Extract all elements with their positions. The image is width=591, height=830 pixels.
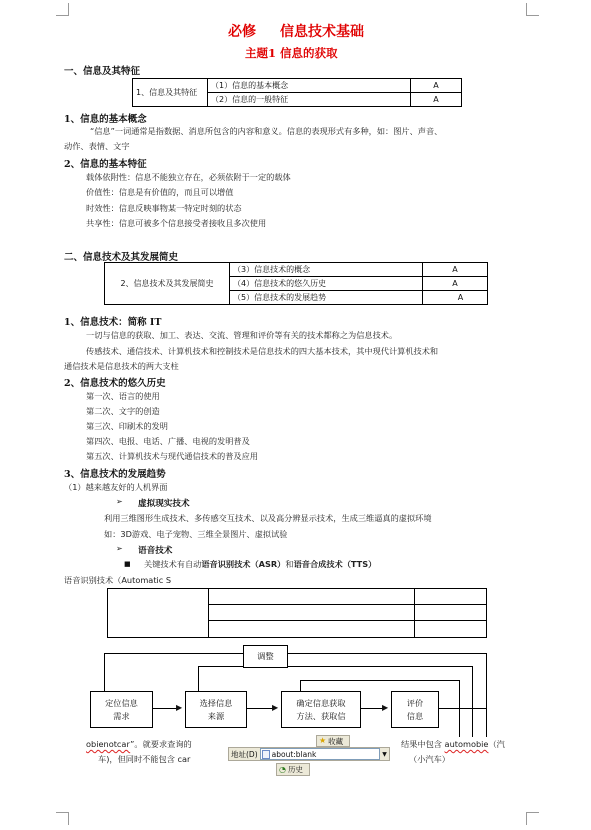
address-label: 地址(D) bbox=[231, 749, 258, 759]
vr-p2: 如：3D游戏、电子宠物、三维全景图片、虚拟试验 bbox=[104, 529, 288, 539]
address-dropdown-button[interactable] bbox=[380, 749, 389, 759]
speech-key-pre: 关键技术有自动 bbox=[144, 559, 202, 569]
step-box bbox=[90, 691, 153, 728]
corner-mark-top-left bbox=[56, 3, 69, 16]
trend-item: （1）越来越友好的人机界面 bbox=[64, 482, 168, 492]
speech-recognition-line: 语音识别技术（Automatic S bbox=[64, 575, 172, 585]
section2-table-left: 2、信息技术及其发展简史 bbox=[105, 263, 230, 305]
favorites-label: 收藏 bbox=[328, 736, 344, 746]
bottom-right-line1-pre: 结果中包含 bbox=[401, 739, 445, 749]
title-part1: 必修 bbox=[228, 24, 256, 40]
feature-item: 载体依附性：信息不能独立存在，必须依附于一定的载体 bbox=[86, 172, 291, 182]
table-vline bbox=[414, 589, 415, 637]
title-part2: 信息技术基础 bbox=[280, 24, 364, 40]
section1-row2-grade: A bbox=[411, 93, 462, 107]
section2-table bbox=[104, 262, 488, 305]
section1-h1: 1、信息的基本概念 bbox=[64, 114, 147, 125]
section2-p2b: 通信技术是信息技术的两大支柱 bbox=[64, 361, 179, 371]
speech-key-tts: 语音合成技术（TTS） bbox=[293, 559, 377, 569]
connector-line bbox=[104, 653, 105, 691]
arrow-bullet-icon: ➢ bbox=[116, 497, 123, 506]
connector-line bbox=[472, 666, 473, 737]
section1-h2: 2、信息的基本特征 bbox=[64, 159, 147, 170]
arrow-right-icon: ▶ bbox=[382, 703, 389, 712]
section2-row1-grade: A bbox=[423, 263, 488, 277]
speech-heading: 语音技术 bbox=[138, 546, 173, 556]
connector-line bbox=[300, 680, 459, 681]
section1-p1a: “信息”一词通常是指数据、消息所包含的内容和意义。信息的表现形式有多种，如：图片、声音、 bbox=[90, 126, 443, 136]
step-box-line: 方法、获取信 bbox=[296, 710, 346, 721]
page-title bbox=[228, 21, 364, 41]
history-icon: ◔ bbox=[279, 764, 286, 774]
section1-row1-grade: A bbox=[411, 79, 462, 93]
bottom-term-obienotcar: obienotcar bbox=[86, 739, 131, 749]
history-item: 第四次、电报、电话、广播、电视的发明普及 bbox=[86, 436, 250, 446]
step-box-line: 信息 bbox=[406, 710, 424, 721]
bottom-right-line1 bbox=[401, 739, 505, 750]
step-box-line: 需求 bbox=[113, 710, 130, 721]
speech-key-asr: 语音识别技术（ASR） bbox=[201, 559, 286, 569]
step-box bbox=[185, 691, 247, 728]
history-label: 历史 bbox=[287, 765, 303, 774]
speech-key-mid: 和 bbox=[285, 559, 294, 569]
feature-item: 价值性：信息是有价值的，而且可以增值 bbox=[86, 187, 234, 197]
connector-line bbox=[198, 666, 199, 691]
chevron-down-icon: ▼ bbox=[382, 750, 387, 758]
section2-row2-grade: A bbox=[423, 277, 488, 291]
empty-table bbox=[107, 588, 487, 638]
section1-table bbox=[132, 78, 462, 107]
section1-row2-text: （2）信息的一般特征 bbox=[208, 93, 411, 107]
corner-mark-bottom-left bbox=[56, 812, 69, 825]
section1-p1b: 动作、表情、文字 bbox=[64, 141, 130, 151]
section1-row1-text: （1）信息的基本概念 bbox=[208, 79, 411, 93]
speech-key-line bbox=[144, 559, 376, 570]
bottom-term-automobie: automobie bbox=[444, 739, 489, 749]
section2-row3-grade: A bbox=[423, 291, 488, 305]
star-icon: ★ bbox=[319, 736, 327, 745]
favorites-button[interactable] bbox=[316, 735, 350, 747]
section2-p2a: 传感技术、通信技术、计算机技术和控制技术是信息技术的四大基本技术，其中现代计算机技术和 bbox=[86, 346, 439, 356]
page-icon bbox=[262, 750, 270, 759]
bottom-right-line1-post: （汽 bbox=[488, 739, 505, 749]
feature-item: 时效性：信息反映事物某一特定时刻的状态 bbox=[86, 203, 242, 213]
bottom-left-line1 bbox=[86, 739, 192, 750]
connector-line bbox=[287, 653, 486, 654]
history-item: 第五次、计算机技术与现代通信技术的普及应用 bbox=[86, 451, 258, 461]
adjust-box: 调整 bbox=[243, 645, 288, 668]
section1-heading: 一、信息及其特征 bbox=[64, 66, 141, 77]
history-item: 第一次、语言的使用 bbox=[86, 391, 160, 401]
connector-line bbox=[198, 666, 472, 667]
feature-item: 共享性：信息可被多个信息接受者接收且多次使用 bbox=[86, 218, 267, 228]
section2-row3-text: （5）信息技术的发展趋势 bbox=[230, 291, 423, 305]
vr-heading: 虚拟现实技术 bbox=[138, 499, 190, 509]
section2-row1-text: （3）信息技术的概念 bbox=[230, 263, 423, 277]
connector-line bbox=[486, 653, 487, 737]
step-box-line: 选择信息 bbox=[199, 697, 233, 708]
corner-mark-top-right bbox=[526, 3, 539, 16]
section2-p1: 一切与信息的获取、加工、表达、交流、管理和评价等有关的技术都称之为信息技术。 bbox=[86, 330, 398, 340]
table-hline bbox=[208, 604, 486, 605]
section2-h1: 1、信息技术：简称 IT bbox=[64, 317, 162, 328]
bottom-right-line2: （小汽车） bbox=[409, 754, 450, 764]
step-box-line: 来源 bbox=[207, 710, 225, 721]
step-box bbox=[391, 691, 439, 728]
history-button[interactable] bbox=[276, 763, 310, 776]
arrow-right-icon: ▶ bbox=[176, 703, 183, 712]
section2-heading: 二、信息技术及其发展简史 bbox=[64, 252, 179, 263]
step-box-line: 确定信息获取 bbox=[296, 697, 346, 708]
bottom-left-line2: 车)，但同时不能包含 car bbox=[98, 754, 191, 764]
arrow-bullet-icon: ➢ bbox=[116, 544, 123, 553]
address-bar bbox=[228, 747, 390, 761]
step-box bbox=[281, 691, 361, 728]
section2-h3: 3、信息技术的发展趋势 bbox=[64, 469, 166, 480]
page-subtitle: 主题1 信息的获取 bbox=[245, 46, 338, 60]
corner-mark-bottom-right bbox=[526, 812, 539, 825]
history-item: 第三次、印刷术的发明 bbox=[86, 421, 168, 431]
history-item: 第二次、文字的创造 bbox=[86, 406, 160, 416]
section2-row2-text: （4）信息技术的悠久历史 bbox=[230, 277, 423, 291]
connector-line bbox=[438, 708, 486, 709]
connector-line bbox=[300, 680, 301, 691]
section2-h2: 2、信息技术的悠久历史 bbox=[64, 378, 166, 389]
table-vline bbox=[208, 589, 209, 637]
section1-table-left: 1、信息及其特征 bbox=[133, 79, 208, 107]
square-bullet-icon: ■ bbox=[124, 560, 131, 568]
table-hline bbox=[208, 620, 486, 621]
arrow-right-icon: ▶ bbox=[272, 703, 279, 712]
vr-p1: 利用三维图形生成技术、多传感交互技术、以及高分辨显示技术，生成三维逼真的虚拟环境 bbox=[104, 513, 432, 523]
step-box-line: 评价 bbox=[406, 697, 424, 708]
connector-line bbox=[104, 653, 243, 654]
step-box-line: 定位信息 bbox=[105, 697, 138, 708]
bottom-left-line1-rest: ”。就要求查询的 bbox=[130, 739, 192, 749]
address-value: about:blank bbox=[271, 749, 317, 759]
address-field[interactable] bbox=[260, 748, 380, 760]
